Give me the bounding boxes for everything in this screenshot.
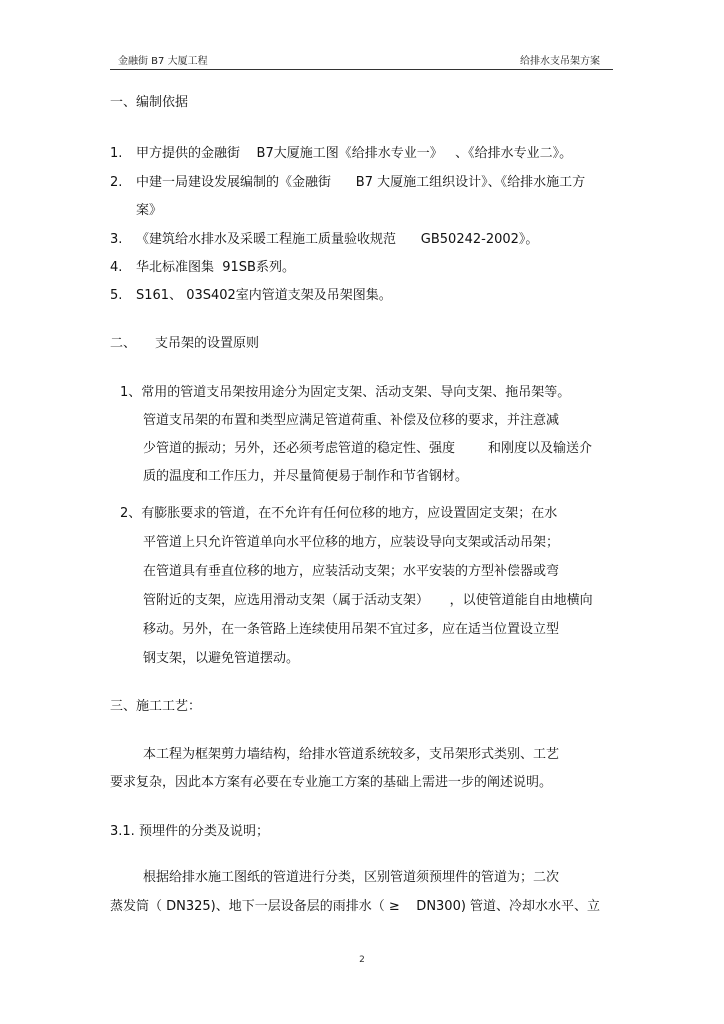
s1-item-4-number: 4.	[110, 260, 123, 275]
s1-item-5-text: S161、 03S402室内管道支架及吊架图集。	[136, 288, 392, 303]
section-1-heading: 一、编制依据	[110, 95, 189, 110]
s2-para1-line-2: 管道支吊架的布置和类型应满足管道荷重、补偿及位移的要求，并注意减	[143, 413, 560, 428]
s3-para-line-2: 要求复杂，因此本方案有必要在专业施工方案的基础上需进一步的阐述说明。	[110, 775, 553, 790]
s1-item-4-text: 华北标准图集 91SB系列。	[136, 260, 295, 275]
s2-para1-line-4: 质的温度和工作压力，并尽量简便易于制作和节省钢材。	[143, 469, 469, 484]
s2-para1-line-1: 1、常用的管道支吊架按用途分为固定支架、活动支架、导向支架、拖吊架等。	[120, 385, 571, 400]
s1-item-1-text: 甲方提供的金融街 B7大厦施工图《给排水专业一》 、《给排水专业二》。	[136, 146, 573, 161]
s1-item-3-number: 3.	[110, 232, 123, 247]
s2-para2-line-4: 管附近的支架，应选用滑动支架（属于活动支架） ，以使管道能自由地横向	[143, 593, 593, 608]
s1-item-2-number: 2.	[110, 175, 123, 190]
s3-para-line-1: 本工程为框架剪力墙结构，给排水管道系统较多，支吊架形式类别、工艺	[143, 747, 560, 762]
subsection-3-1-heading: 3.1. 预埋件的分类及说明；	[110, 824, 269, 839]
section-3-heading: 三、施工工艺：	[110, 699, 202, 714]
header-document-title: 给排水支吊架方案	[520, 56, 600, 67]
header-divider	[110, 69, 613, 70]
section-2-heading-number: 二、	[110, 336, 137, 351]
page-number: 2	[359, 955, 365, 965]
header-project-title: 金融街 B7 大厦工程	[118, 56, 208, 67]
s1-item-2-text: 中建一局建设发展编制的《金融街 B7 大厦施工组织设计》、《给排水施工方	[136, 175, 586, 190]
s2-para2-line-2: 平管道上只允许管道单向水平位移的地方，应装设导向支架或活动吊架；	[143, 535, 560, 550]
s1-item-5-number: 5.	[110, 288, 123, 303]
s2-para1-line-3: 少管道的振动；另外，还必须考虑管道的稳定性、强度 和刚度以及输送介	[143, 441, 593, 456]
s2-para2-line-1: 2、有膨胀要求的管道，在不允许有任何位移的地方，应设置固定支架；在水	[120, 506, 558, 521]
s3-1-para-line-1: 根据给排水施工图纸的管道进行分类，区别管道须预埋件的管道为；二次	[143, 870, 560, 885]
section-2-heading: 支吊架的设置原则	[155, 336, 260, 351]
s2-para2-line-5: 移动。另外，在一条管路上连续使用吊架不宜过多，应在适当位置设立型	[143, 622, 560, 637]
s2-para2-line-3: 在管道具有垂直位移的地方，应装活动支架；水平安装的方型补偿器或弯	[143, 564, 560, 579]
s1-item-1-number: 1.	[110, 146, 123, 161]
s3-1-para-line-2: 蒸发筒（ DN325)、地下一层设备层的雨排水（ ≥ DN300) 管道、冷却水水平、立	[110, 899, 601, 914]
s2-para2-line-6: 钢支架，以避免管道摆动。	[143, 651, 300, 666]
s1-item-2-continuation: 案》	[136, 203, 163, 218]
s1-item-3-text: 《建筑给水排水及采暖工程施工质量验收规范 GB50242-2002》。	[136, 232, 539, 247]
